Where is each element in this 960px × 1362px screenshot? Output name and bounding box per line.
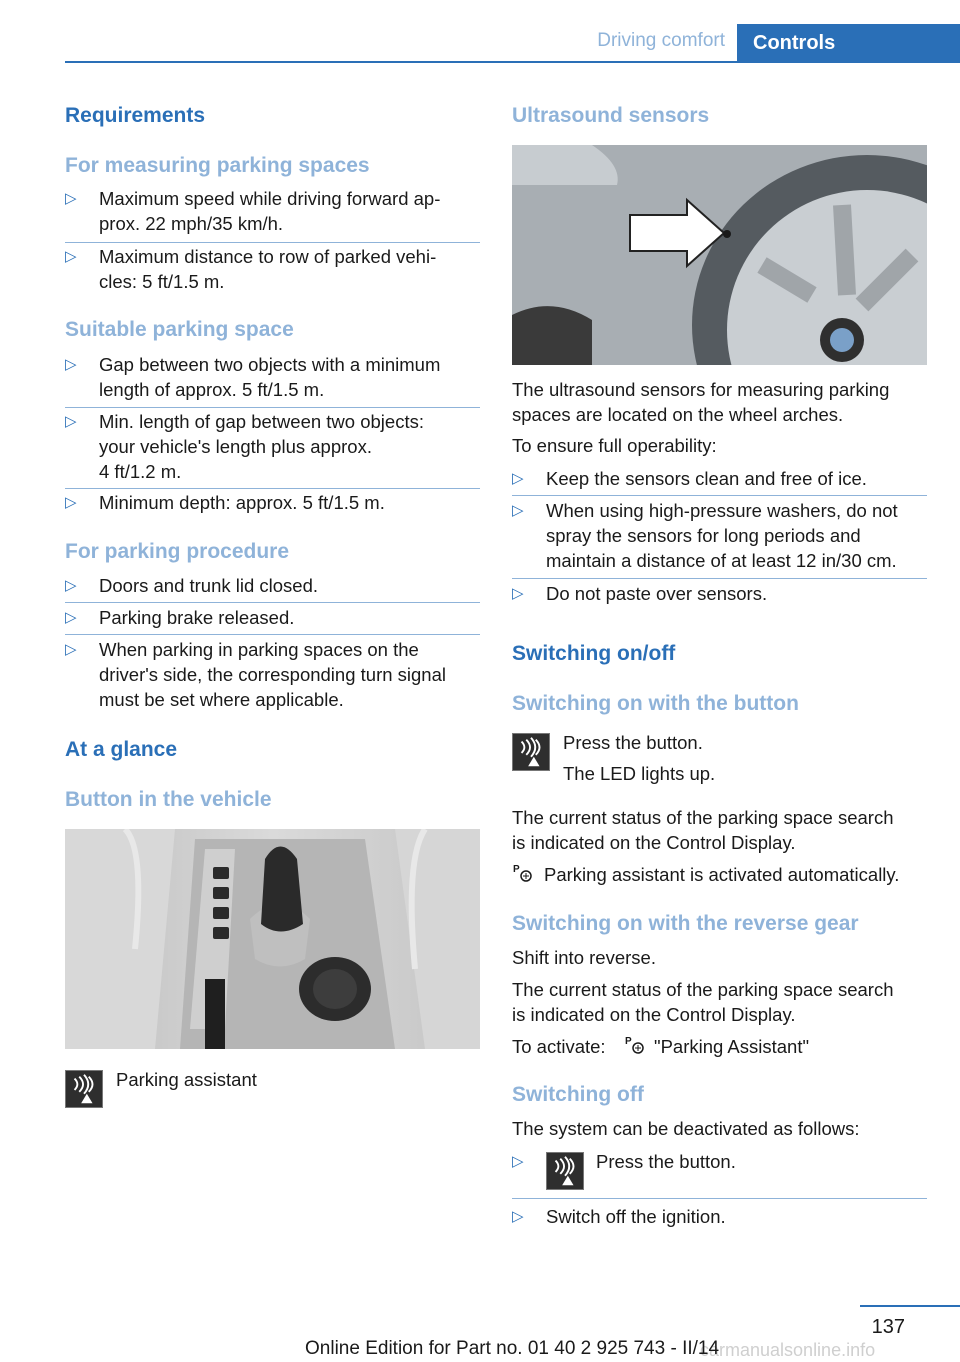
bullet-triangle-icon: ▷: [65, 356, 77, 373]
bullet-triangle-icon: ▷: [65, 641, 77, 658]
requirements-heading: Requirements: [65, 104, 206, 127]
list-item: ▷ Switch off the ignition.: [512, 1206, 726, 1227]
divider: [65, 407, 480, 408]
shift-text: Shift into reverse.: [512, 947, 656, 968]
bullet-triangle-icon: ▷: [65, 190, 77, 207]
divider: [65, 242, 480, 243]
parking-assistant-icon: [624, 1034, 646, 1056]
suitable-heading: Suitable parking space: [65, 318, 294, 341]
switching-heading: Switching on/off: [512, 642, 676, 665]
press-text-2: Press the button.: [596, 1151, 736, 1172]
sensor-photo: [512, 145, 927, 365]
center-console-illustration: [65, 829, 480, 1049]
status-text-2: The current status of the parking space search is indicated on the Control Display.: [512, 979, 894, 1025]
divider: [512, 495, 927, 496]
on-button-heading: Switching on with the button: [512, 692, 799, 715]
list-item: ▷ Keep the sensors clean and free of ice.: [512, 468, 867, 489]
bullet-triangle-icon: ▷: [65, 413, 77, 430]
press-text: Press the button.: [563, 732, 703, 753]
list-item: ▷ Maximum distance to row of parked vehi- cles: 5 ft/1.5 m.: [65, 246, 437, 292]
activate-value: "Parking Assistant": [654, 1036, 810, 1057]
divider: [512, 1198, 927, 1199]
divider: [512, 578, 927, 579]
divider: [65, 488, 480, 489]
ultrasound-heading: Ultrasound sensors: [512, 104, 710, 127]
parking-button-icon: [512, 733, 550, 771]
list-item: ▷ When parking in parking spaces on the driver's side, the corresponding turn signal must be set where applicable.: [65, 639, 446, 710]
header-section: Driving comfort: [597, 30, 725, 51]
off-heading: Switching off: [512, 1083, 644, 1106]
divider: [65, 602, 480, 603]
svg-text:P: P: [625, 1036, 632, 1047]
footer-rule: [860, 1305, 960, 1307]
list-item: ▷ Doors and trunk lid closed.: [65, 575, 319, 596]
bullet-triangle-icon: ▷: [65, 494, 77, 511]
list-item: ▷ Gap between two objects with a minimum length of approx. 5 ft/1.5 m.: [65, 354, 441, 400]
bullet-triangle-icon: ▷: [512, 1153, 524, 1170]
button-vehicle-heading: Button in the vehicle: [65, 788, 272, 811]
bullet-triangle-icon: ▷: [65, 609, 77, 626]
bullet-triangle-icon: ▷: [512, 470, 524, 487]
list-item: ▷ Min. length of gap between two objects: your vehicle's length plus approx. 4 ft/1.2 m.: [65, 411, 424, 482]
divider: [65, 634, 480, 635]
operability-text: To ensure full operability:: [512, 435, 717, 456]
interior-photo: [65, 829, 480, 1049]
measuring-heading: For measuring parking spaces: [65, 154, 370, 177]
bullet-triangle-icon: ▷: [65, 248, 77, 265]
glance-heading: At a glance: [65, 738, 178, 761]
bullet-triangle-icon: ▷: [512, 1208, 524, 1225]
bullet-triangle-icon: ▷: [65, 577, 77, 594]
list-item: ▷ Maximum speed while driving forward ap- prox. 22 mph/35 km/h.: [65, 188, 441, 234]
bullet-triangle-icon: ▷: [512, 585, 524, 602]
edition-text: Online Edition for Part no. 01 40 2 925 743 - II/14: [305, 1338, 720, 1359]
bullet-triangle-icon: ▷: [512, 502, 524, 519]
ultrasound-text: The ultrasound sensors for measuring parking spaces are located on the wheel arches.: [512, 379, 890, 425]
list-item: ▷ When using high-pressure washers, do not spray the sensors for long periods and maintain a distance of at least 12 in/30 cm.: [512, 500, 898, 571]
parking-assistant-caption: Parking assistant: [116, 1069, 257, 1090]
led-text: The LED lights up.: [563, 763, 716, 784]
deactivate-text: The system can be deactivated as follows:: [512, 1118, 860, 1139]
auto-activated-text: Parking assistant is activated automatically.: [544, 864, 900, 885]
parking-assistant-icon: [512, 862, 534, 884]
watermark: carmanualsonline.info: [700, 1340, 876, 1360]
page-number: 137: [871, 1316, 905, 1338]
list-item: ▷ Minimum depth: approx. 5 ft/1.5 m.: [65, 492, 385, 513]
wheel-arch-illustration: [512, 145, 927, 365]
parking-button-icon: [546, 1152, 584, 1190]
on-reverse-heading: Switching on with the reverse gear: [512, 912, 859, 935]
header-rule: [65, 61, 960, 63]
parking-button-icon: [65, 1070, 103, 1108]
activate-prefix: To activate:: [512, 1036, 606, 1057]
procedure-heading: For parking procedure: [65, 540, 290, 563]
status-text: The current status of the parking space search is indicated on the Control Display.: [512, 807, 894, 853]
list-item: ▷ Do not paste over sensors.: [512, 583, 768, 604]
list-item: ▷ Parking brake released.: [65, 607, 295, 628]
header-tab: Controls: [737, 24, 960, 62]
svg-text:P: P: [513, 864, 520, 875]
